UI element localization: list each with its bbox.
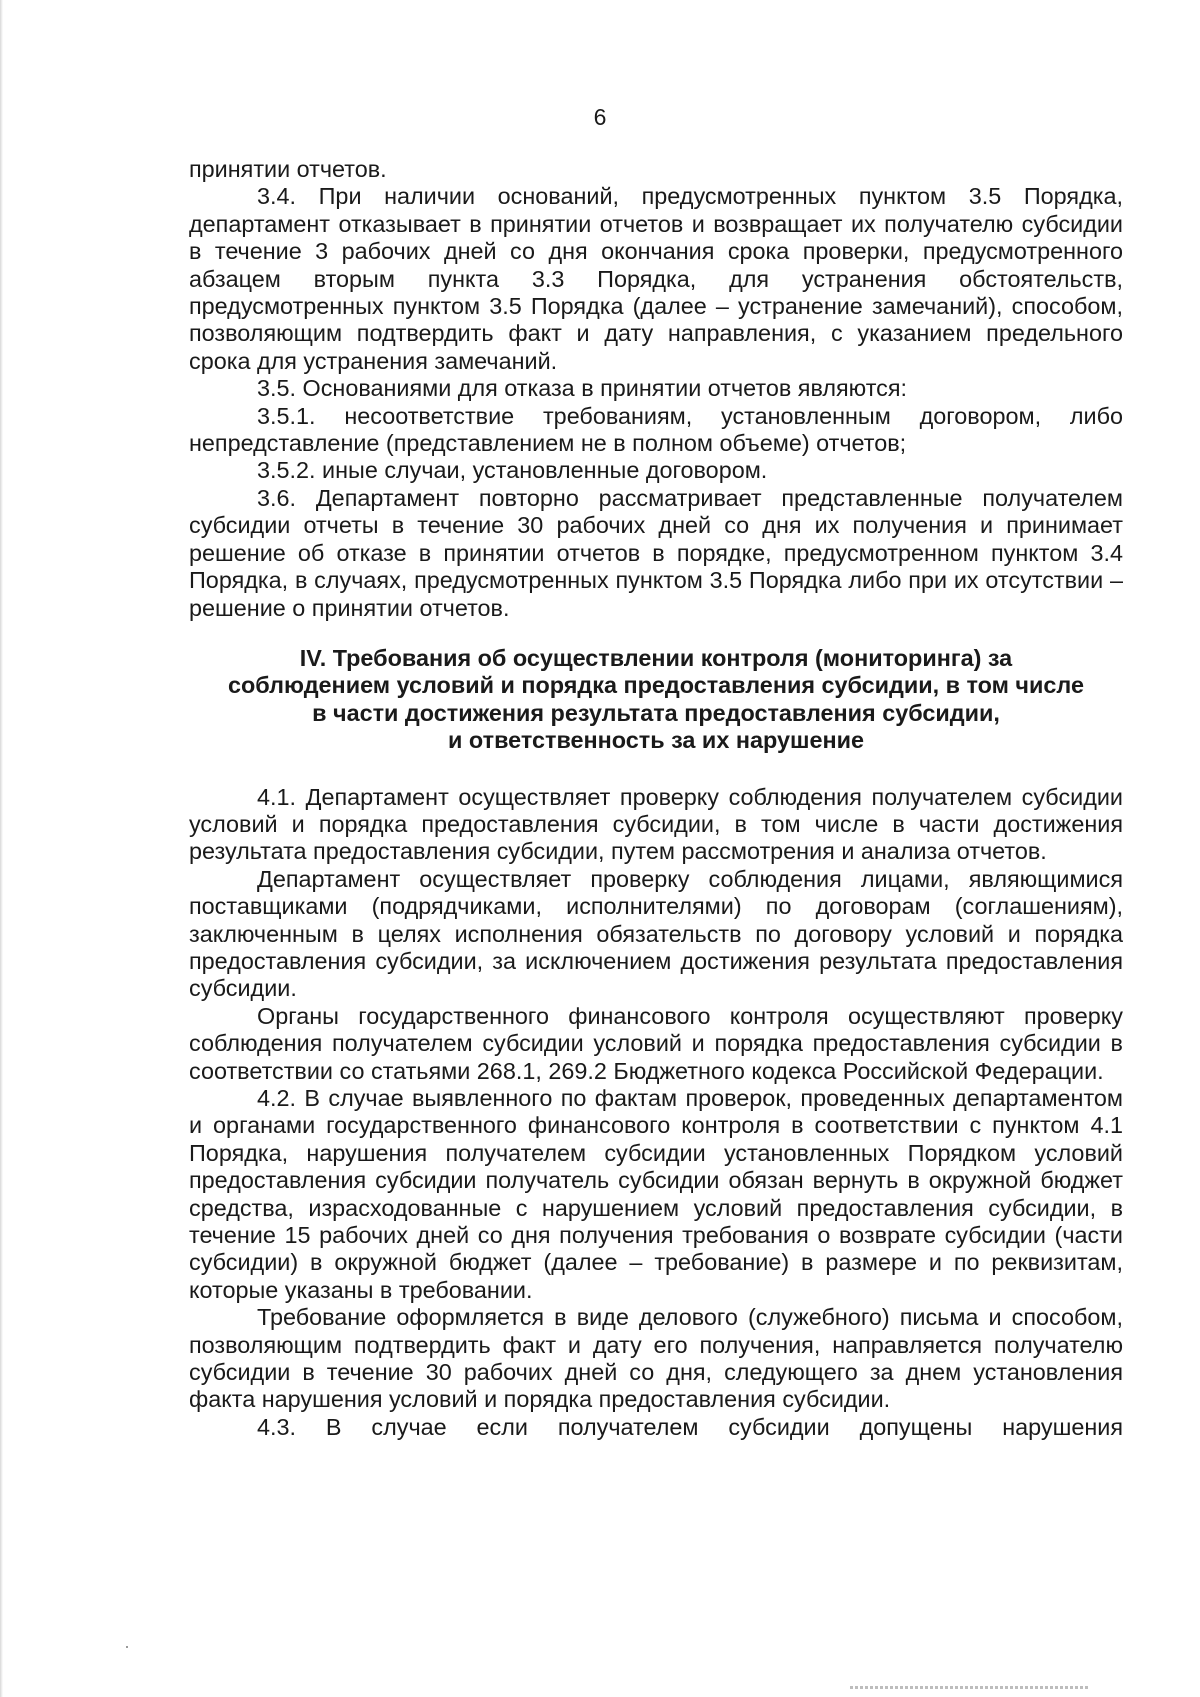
heading-line: в части достижения результата предоставления субсидии, bbox=[312, 699, 1000, 726]
paragraph: 3.6. Департамент повторно рассматривает представленные получателем субсидии отчеты в течение 30 рабочих дней со дня их получения и принимает решение об отказе в принятии отчетов в порядке, предусмотренном пунктом 3.4 Порядка, в случаях, предусмотренных пунктом 3.5 Порядка либо при их отсутствии – решение о принятии отчетов. bbox=[189, 484, 1123, 621]
heading-line: IV. Требования об осуществлении контроля (мониторинга) за bbox=[299, 644, 1013, 671]
paragraph: 3.5.2. иные случаи, установленные договором. bbox=[257, 457, 768, 484]
scan-speck bbox=[126, 1646, 128, 1648]
scan-mark bbox=[850, 1686, 1090, 1689]
paragraph: Органы государственного финансового контроля осуществляют проверку соблюдения получателем субсидии условий и порядка предоставления субсидии в соответствии со статьями 268.1, 269.2 Бюджетного кодекса Российской Федерации. bbox=[189, 1002, 1123, 1084]
paragraph: Требование оформляется в виде делового (служебного) письма и способом, позволяющим подтвердить факт и дату его получения, направляется получателю субсидии в течение 30 рабочих дней со дня, следующего за днем установления факта нарушения условий и порядка предоставления субсидии. bbox=[189, 1304, 1123, 1413]
paragraph: 3.4. При наличии оснований, предусмотренных пунктом 3.5 Порядка, департамент отказывает в принятии отчетов и возвращает их получателю субсидии в течение 3 рабочих дней со дня окончания срока проверки, предусмотренного абзацем вторым пункта 3.3 Порядка, для устранения обстоятельств, предусмотренных пунктом 3.5 Порядка (далее – устранение замечаний), способом, позволяющим подтвердить факт и дату направления, с указанием предельного срока для устранения замечаний. bbox=[189, 183, 1123, 374]
page-number: 6 bbox=[593, 104, 607, 130]
paragraph: принятии отчетов. bbox=[189, 156, 387, 182]
heading-line: соблюдением условий и порядка предоставления субсидии, в том числе bbox=[228, 672, 1084, 699]
section-4-heading bbox=[189, 645, 1123, 755]
paragraph: 4.3. В случае если получателем субсидии допущены нарушения bbox=[257, 1413, 1123, 1440]
paragraph: 4.2. В случае выявленного по фактам проверок, проведенных департаментом и органами государственного финансового контроля в соответствии с пунктом 4.1 Порядка, нарушения получателем субсидии установленных Порядком условий предоставления субсидии получатель субсидии обязан вернуть в окружной бюджет средства, израсходованные с нарушением условий предоставления субсидии, в течение 15 рабочих дней со дня получения требования о возврате субсидии (части субсидии) в окружной бюджет (далее – требование) в размере и по реквизитам, которые указаны в требовании. bbox=[189, 1085, 1123, 1303]
section-4-paragraphs bbox=[189, 784, 1123, 1442]
document-body bbox=[189, 156, 1123, 1441]
scan-edge bbox=[0, 0, 3, 1697]
paragraph: 3.5. Основаниями для отказа в принятии отчетов являются: bbox=[257, 375, 908, 402]
heading-line: и ответственность за их нарушение bbox=[448, 727, 864, 754]
paragraph: 3.5.1. несоответствие требованиям, установленным договором, либо непредставление (представлением не в полном объеме) отчетов; bbox=[189, 402, 1123, 457]
paragraph: 4.1. Департамент осуществляет проверку соблюдения получателем субсидии условий и порядка предоставления субсидии, в том числе в части достижения результата предоставления субсидии, путем рассмотрения и анализа отчетов. bbox=[189, 783, 1123, 865]
paragraph: Департамент осуществляет проверку соблюдения лицами, являющимися поставщиками (подрядчиками, исполнителями) по договорам (соглашениям), заключенным в целях исполнения обязательств по договору условий и порядка предоставления субсидии, за исключением достижения результата предоставления субсидии. bbox=[189, 865, 1123, 1002]
section-3-paragraphs bbox=[189, 156, 1123, 622]
